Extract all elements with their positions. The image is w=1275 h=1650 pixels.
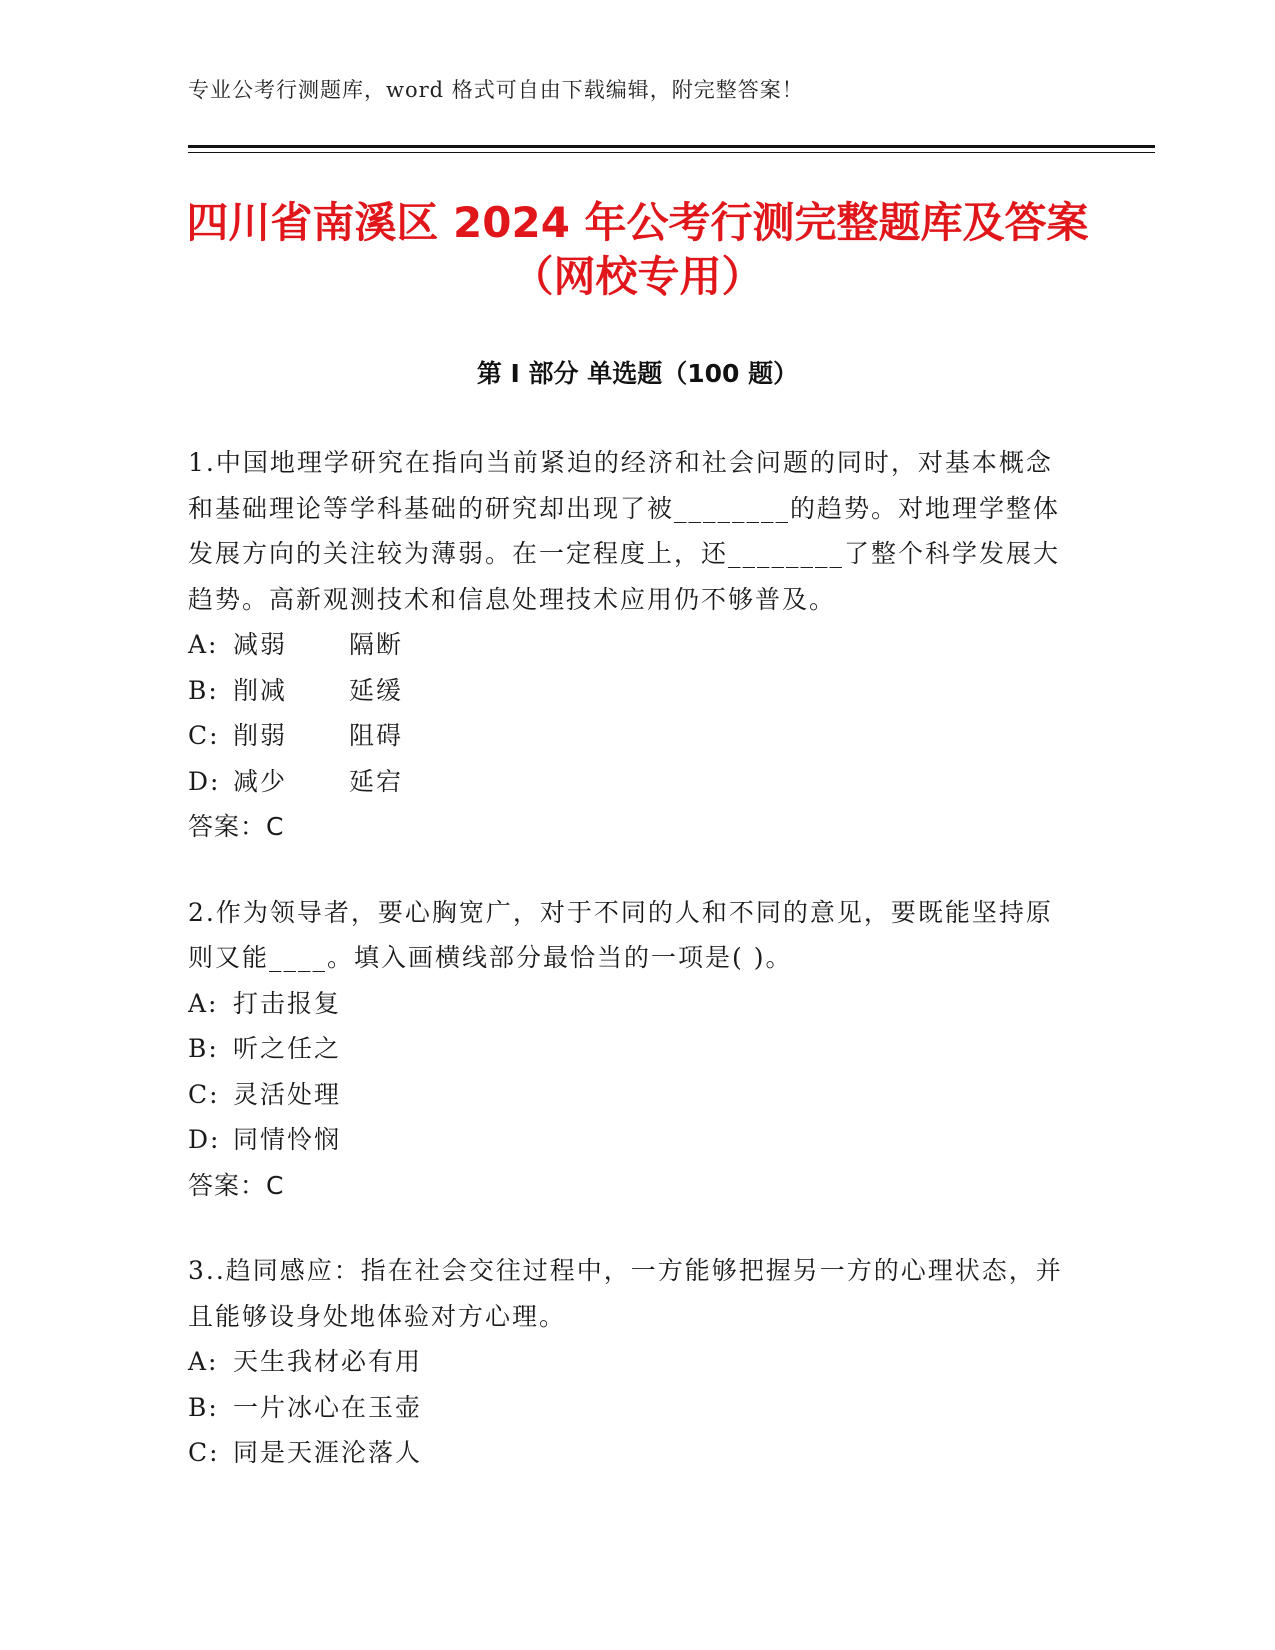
question-1 [188, 440, 1068, 850]
option-c [188, 713, 1068, 759]
section-title: 第 I 部分 单选题（100 题） [476, 359, 799, 388]
option-letter: A: [188, 1347, 219, 1376]
option-d [188, 759, 1068, 805]
option-a [188, 981, 1068, 1027]
option-letter: C: [188, 1079, 220, 1109]
option-b [188, 1385, 1068, 1431]
header-rule-thick [188, 145, 1155, 148]
question-2 [188, 890, 1068, 1209]
option-letter: D: [188, 766, 221, 796]
option-letter: B: [188, 1392, 219, 1422]
option-text: 打击报复 [233, 988, 342, 1018]
option-letter: C: [188, 721, 220, 750]
question-3 [188, 1248, 1068, 1476]
option-text: 同情怜悯 [233, 1125, 342, 1154]
document-title: 四川省南溪区 2024 年公考行测完整题库及答案（网校专用） [186, 198, 1089, 301]
header-rule-thin [188, 152, 1155, 153]
option-letter: B: [188, 675, 219, 705]
option-c [188, 1072, 1068, 1118]
option-letter: C: [188, 1438, 220, 1467]
option-text: 一片冰心在玉壶 [233, 1392, 423, 1422]
option-d [188, 1117, 1068, 1163]
option-text: 天生我材必有用 [233, 1347, 423, 1376]
option-text: 同是天涯沦落人 [233, 1438, 423, 1467]
answer-line: 答案：C [188, 1170, 285, 1200]
option-text-second: 阻碍 [349, 721, 404, 750]
option-letter: A: [188, 630, 219, 659]
option-text-second: 延缓 [349, 675, 404, 705]
option-text-first: 减少 [233, 766, 288, 796]
option-text-first: 削减 [233, 675, 288, 705]
option-c [188, 1430, 1068, 1476]
option-text: 灵活处理 [233, 1079, 342, 1109]
question-list [188, 440, 1068, 1516]
answer-line: 答案：C [188, 812, 285, 841]
option-b [188, 1026, 1068, 1072]
question-stem: 3..趋同感应：指在社会交往过程中，一方能够把握另一方的心理状态，并且能够设身处地体验对方心理。 [188, 1256, 1063, 1331]
option-text-second: 隔断 [349, 630, 404, 659]
option-letter: D: [188, 1125, 221, 1154]
option-letter: B: [188, 1034, 219, 1063]
header-note: 专业公考行测题库，word 格式可自由下载编辑，附完整答案！ [188, 78, 804, 102]
question-stem: 1.中国地理学研究在指向当前紧迫的经济和社会问题的同时，对基本概念和基础理论等学科基础的研究却出现了被________的趋势。对地理学整体发展方向的关注较为薄弱。在一定程度上，还________了整个科学发展大趋势。高新观测技术和信息处理技术应用仍不够普及。 [188, 448, 1061, 614]
option-b [188, 668, 1068, 714]
option-a [188, 622, 1068, 668]
option-text: 听之任之 [233, 1034, 342, 1063]
option-text-first: 削弱 [233, 721, 288, 750]
option-letter: A: [188, 988, 219, 1018]
question-stem: 2.作为领导者，要心胸宽广，对于不同的人和不同的意见，要既能坚持原则又能____。填入画横线部分最恰当的一项是( )。 [188, 897, 1053, 972]
option-text-first: 减弱 [233, 630, 288, 659]
option-text-second: 延宕 [349, 766, 404, 796]
option-a [188, 1339, 1068, 1385]
